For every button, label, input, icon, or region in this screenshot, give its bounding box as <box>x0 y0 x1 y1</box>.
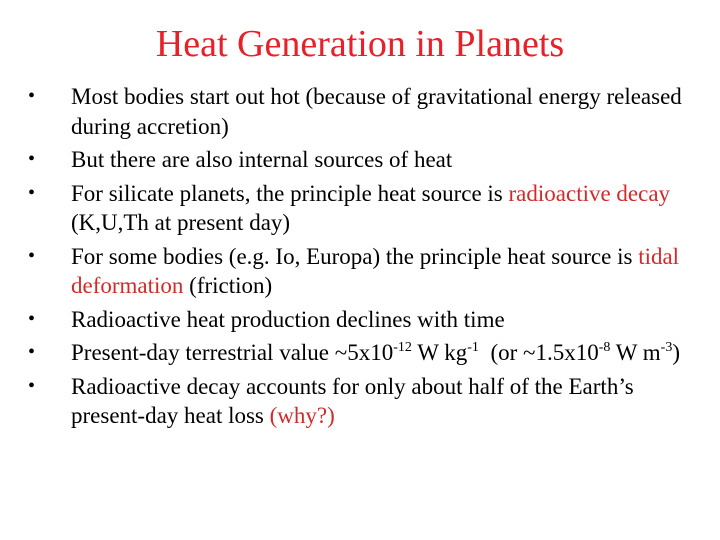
bullet-text: For some bodies (e.g. Io, Europa) the principle heat source is <box>71 243 639 269</box>
highlight-text: tidal deformation <box>71 243 680 298</box>
exponent: -3 <box>660 340 673 355</box>
bullet-item <box>22 82 702 141</box>
bullet-dot-icon: • <box>28 148 36 170</box>
bullet-text: Present-day terrestrial value ~5x10 <box>71 340 394 365</box>
bullet-text: W m <box>610 340 661 365</box>
bullet-dot-icon: • <box>28 244 36 267</box>
highlight-text: radioactive decay <box>508 180 671 206</box>
bullet-text: Most bodies start out hot (because of gravitational energy released during accretion) <box>71 84 682 139</box>
exponent: -12 <box>393 340 412 355</box>
slide-title: Heat Generation in Planets <box>155 23 565 65</box>
exponent: -1 <box>467 340 479 355</box>
bullet-item <box>22 305 702 335</box>
bullet-dot-icon: • <box>28 307 36 330</box>
bullet-text: ) <box>672 340 680 365</box>
exponent: -8 <box>598 340 611 355</box>
bullet-dot-icon: • <box>28 85 36 107</box>
bullet-text: (or ~1.5x10 <box>478 340 599 365</box>
bullet-text: But there are also internal sources of heat <box>71 147 453 172</box>
bullet-dot-icon: • <box>28 374 36 397</box>
bullet-list <box>22 82 702 435</box>
bullet-text: For silicate planets, the principle heat source is <box>71 180 509 206</box>
bullet-item <box>22 242 702 301</box>
bullet-item <box>22 372 702 431</box>
bullet-text: Radioactive heat production declines with time <box>71 306 505 332</box>
highlight-text: (why?) <box>269 403 335 428</box>
bullet-item <box>22 145 702 175</box>
bullet-item <box>22 338 702 368</box>
bullet-text: W kg <box>411 340 468 365</box>
bullet-dot-icon: • <box>28 341 36 363</box>
bullet-text: (K,U,Th at present day) <box>71 210 291 235</box>
bullet-text: Radioactive decay accounts for only about half of the Earth’s present-day heat loss <box>71 373 634 428</box>
bullet-text: (friction) <box>183 273 273 298</box>
bullet-dot-icon: • <box>28 181 36 204</box>
bullet-item <box>22 179 702 238</box>
